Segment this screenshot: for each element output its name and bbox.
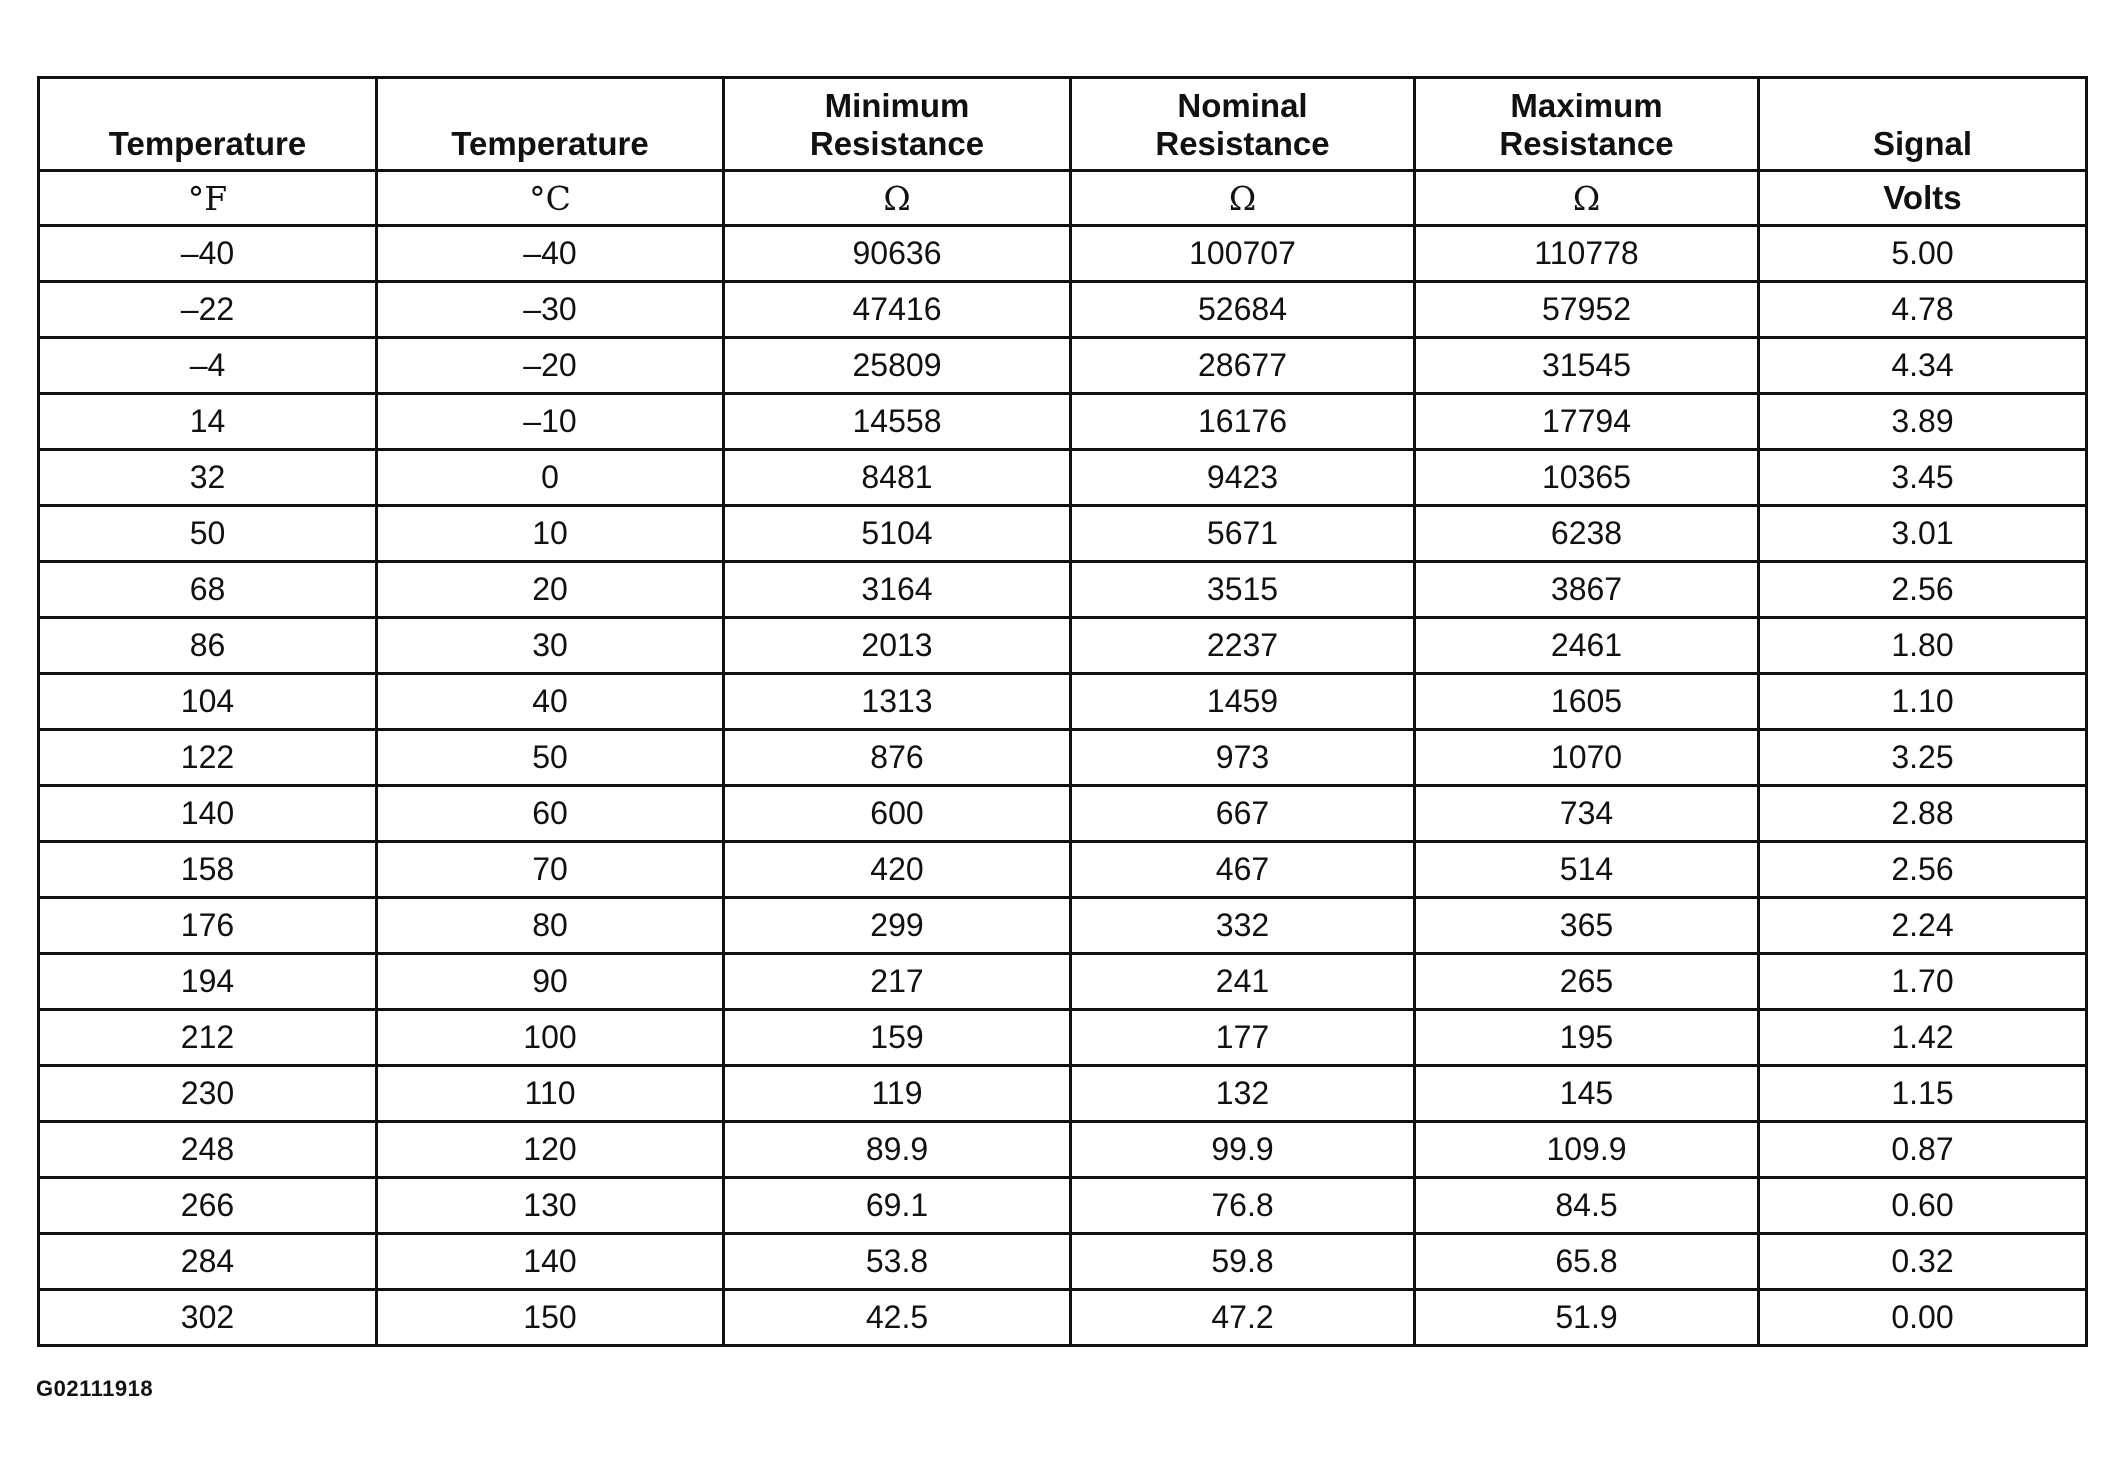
cell-temp-f: 212 — [39, 1010, 377, 1066]
cell-temp-c: 90 — [377, 954, 724, 1010]
cell-max-resistance: 514 — [1415, 842, 1759, 898]
column-header-row — [39, 78, 2087, 171]
cell-max-resistance: 3867 — [1415, 562, 1759, 618]
header-signal — [1759, 78, 2087, 171]
cell-nominal-resistance: 3515 — [1071, 562, 1415, 618]
cell-signal-volts: 2.56 — [1759, 562, 2087, 618]
cell-temp-c: 0 — [377, 450, 724, 506]
cell-temp-f: 248 — [39, 1122, 377, 1178]
cell-max-resistance: 84.5 — [1415, 1178, 1759, 1234]
cell-min-resistance: 159 — [724, 1010, 1071, 1066]
cell-nominal-resistance: 467 — [1071, 842, 1415, 898]
cell-signal-volts: 1.42 — [1759, 1010, 2087, 1066]
cell-nominal-resistance: 9423 — [1071, 450, 1415, 506]
cell-temp-c: 110 — [377, 1066, 724, 1122]
cell-min-resistance: 8481 — [724, 450, 1071, 506]
header-label: Temperature — [108, 125, 307, 162]
cell-nominal-resistance: 59.8 — [1071, 1234, 1415, 1290]
header-nominal-resistance — [1071, 78, 1415, 171]
cell-signal-volts: 4.34 — [1759, 338, 2087, 394]
cell-temp-c: 100 — [377, 1010, 724, 1066]
cell-nominal-resistance: 5671 — [1071, 506, 1415, 562]
table-body — [39, 226, 2087, 1346]
unit-ohm-nominal: Ω — [1071, 171, 1415, 226]
table-row — [39, 786, 2087, 842]
unit-ohm-max: Ω — [1415, 171, 1759, 226]
cell-nominal-resistance: 332 — [1071, 898, 1415, 954]
cell-nominal-resistance: 132 — [1071, 1066, 1415, 1122]
header-label-top: Minimum — [824, 87, 970, 124]
cell-max-resistance: 6238 — [1415, 506, 1759, 562]
table-row — [39, 394, 2087, 450]
cell-nominal-resistance: 99.9 — [1071, 1122, 1415, 1178]
cell-min-resistance: 119 — [724, 1066, 1071, 1122]
cell-min-resistance: 42.5 — [724, 1290, 1071, 1346]
table-row — [39, 506, 2087, 562]
cell-temp-c: 120 — [377, 1122, 724, 1178]
cell-temp-c: 20 — [377, 562, 724, 618]
table-row — [39, 954, 2087, 1010]
cell-nominal-resistance: 16176 — [1071, 394, 1415, 450]
cell-temp-c: 30 — [377, 618, 724, 674]
cell-min-resistance: 25809 — [724, 338, 1071, 394]
table-row — [39, 842, 2087, 898]
table-row — [39, 450, 2087, 506]
cell-temp-f: 158 — [39, 842, 377, 898]
cell-temp-c: 140 — [377, 1234, 724, 1290]
cell-max-resistance: 145 — [1415, 1066, 1759, 1122]
cell-temp-f: 230 — [39, 1066, 377, 1122]
table-row — [39, 1290, 2087, 1346]
cell-max-resistance: 2461 — [1415, 618, 1759, 674]
cell-temp-c: 80 — [377, 898, 724, 954]
cell-min-resistance: 420 — [724, 842, 1071, 898]
header-label-top: Maximum — [1510, 87, 1663, 124]
table-row — [39, 730, 2087, 786]
cell-min-resistance: 14558 — [724, 394, 1071, 450]
cell-temp-c: 50 — [377, 730, 724, 786]
cell-max-resistance: 17794 — [1415, 394, 1759, 450]
table-row — [39, 898, 2087, 954]
cell-nominal-resistance: 667 — [1071, 786, 1415, 842]
cell-signal-volts: 3.01 — [1759, 506, 2087, 562]
cell-temp-c: –20 — [377, 338, 724, 394]
table-row — [39, 282, 2087, 338]
cell-temp-f: –4 — [39, 338, 377, 394]
cell-max-resistance: 51.9 — [1415, 1290, 1759, 1346]
cell-max-resistance: 265 — [1415, 954, 1759, 1010]
cell-temp-f: 68 — [39, 562, 377, 618]
cell-signal-volts: 1.15 — [1759, 1066, 2087, 1122]
table-row — [39, 618, 2087, 674]
cell-temp-f: 266 — [39, 1178, 377, 1234]
figure-id: G02111918 — [36, 1376, 154, 1401]
cell-temp-f: 32 — [39, 450, 377, 506]
header-label: Signal — [1872, 125, 1973, 162]
unit-ohm-min: Ω — [724, 171, 1071, 226]
header-label: Resistance — [809, 125, 985, 162]
header-temperature-f — [39, 78, 377, 171]
table-row — [39, 338, 2087, 394]
cell-signal-volts: 5.00 — [1759, 226, 2087, 282]
cell-max-resistance: 195 — [1415, 1010, 1759, 1066]
resistance-chart — [37, 76, 2085, 1347]
cell-temp-f: –22 — [39, 282, 377, 338]
cell-temp-f: 86 — [39, 618, 377, 674]
cell-min-resistance: 299 — [724, 898, 1071, 954]
cell-signal-volts: 2.88 — [1759, 786, 2087, 842]
header-maximum-resistance — [1415, 78, 1759, 171]
cell-min-resistance: 89.9 — [724, 1122, 1071, 1178]
cell-max-resistance: 10365 — [1415, 450, 1759, 506]
header-label: Resistance — [1499, 125, 1674, 162]
cell-min-resistance: 217 — [724, 954, 1071, 1010]
cell-temp-c: –10 — [377, 394, 724, 450]
cell-signal-volts: 4.78 — [1759, 282, 2087, 338]
cell-signal-volts: 3.25 — [1759, 730, 2087, 786]
cell-temp-f: 194 — [39, 954, 377, 1010]
cell-signal-volts: 2.56 — [1759, 842, 2087, 898]
cell-min-resistance: 3164 — [724, 562, 1071, 618]
cell-nominal-resistance: 28677 — [1071, 338, 1415, 394]
cell-temp-f: 50 — [39, 506, 377, 562]
cell-temp-c: 70 — [377, 842, 724, 898]
cell-temp-c: 60 — [377, 786, 724, 842]
cell-min-resistance: 1313 — [724, 674, 1071, 730]
cell-signal-volts: 0.87 — [1759, 1122, 2087, 1178]
unit-row — [39, 171, 2087, 226]
header-minimum-resistance — [724, 78, 1071, 171]
cell-signal-volts: 3.89 — [1759, 394, 2087, 450]
cell-nominal-resistance: 1459 — [1071, 674, 1415, 730]
unit-celsius: °C — [377, 171, 724, 226]
header-label-top: Nominal — [1177, 87, 1308, 124]
cell-nominal-resistance: 52684 — [1071, 282, 1415, 338]
cell-max-resistance: 1605 — [1415, 674, 1759, 730]
cell-max-resistance: 110778 — [1415, 226, 1759, 282]
cell-max-resistance: 57952 — [1415, 282, 1759, 338]
table-row — [39, 1234, 2087, 1290]
cell-temp-c: 40 — [377, 674, 724, 730]
cell-temp-f: 176 — [39, 898, 377, 954]
cell-min-resistance: 53.8 — [724, 1234, 1071, 1290]
cell-temp-c: 150 — [377, 1290, 724, 1346]
cell-signal-volts: 1.10 — [1759, 674, 2087, 730]
header-temperature-c — [377, 78, 724, 171]
header-label: Temperature — [451, 125, 649, 162]
table-row — [39, 674, 2087, 730]
cell-signal-volts: 3.45 — [1759, 450, 2087, 506]
cell-nominal-resistance: 47.2 — [1071, 1290, 1415, 1346]
cell-signal-volts: 0.00 — [1759, 1290, 2087, 1346]
temperature-resistance-table — [37, 76, 2088, 1347]
cell-max-resistance: 734 — [1415, 786, 1759, 842]
cell-nominal-resistance: 76.8 — [1071, 1178, 1415, 1234]
cell-temp-f: 302 — [39, 1290, 377, 1346]
cell-signal-volts: 1.70 — [1759, 954, 2087, 1010]
cell-temp-c: 10 — [377, 506, 724, 562]
cell-min-resistance: 47416 — [724, 282, 1071, 338]
cell-min-resistance: 69.1 — [724, 1178, 1071, 1234]
cell-temp-c: 130 — [377, 1178, 724, 1234]
cell-signal-volts: 0.60 — [1759, 1178, 2087, 1234]
cell-temp-f: 140 — [39, 786, 377, 842]
cell-temp-f: 122 — [39, 730, 377, 786]
cell-nominal-resistance: 241 — [1071, 954, 1415, 1010]
table-row — [39, 1178, 2087, 1234]
cell-max-resistance: 65.8 — [1415, 1234, 1759, 1290]
cell-max-resistance: 365 — [1415, 898, 1759, 954]
table-row — [39, 562, 2087, 618]
cell-signal-volts: 1.80 — [1759, 618, 2087, 674]
cell-nominal-resistance: 2237 — [1071, 618, 1415, 674]
cell-nominal-resistance: 973 — [1071, 730, 1415, 786]
cell-temp-c: –40 — [377, 226, 724, 282]
table-row — [39, 1122, 2087, 1178]
header-label: Resistance — [1155, 125, 1330, 162]
cell-max-resistance: 1070 — [1415, 730, 1759, 786]
table-row — [39, 1066, 2087, 1122]
cell-max-resistance: 31545 — [1415, 338, 1759, 394]
table-row — [39, 1010, 2087, 1066]
cell-min-resistance: 5104 — [724, 506, 1071, 562]
cell-min-resistance: 2013 — [724, 618, 1071, 674]
cell-temp-f: 284 — [39, 1234, 377, 1290]
cell-min-resistance: 90636 — [724, 226, 1071, 282]
cell-temp-c: –30 — [377, 282, 724, 338]
cell-nominal-resistance: 177 — [1071, 1010, 1415, 1066]
cell-signal-volts: 0.32 — [1759, 1234, 2087, 1290]
cell-signal-volts: 2.24 — [1759, 898, 2087, 954]
cell-nominal-resistance: 100707 — [1071, 226, 1415, 282]
cell-temp-f: 14 — [39, 394, 377, 450]
table-row — [39, 226, 2087, 282]
cell-min-resistance: 876 — [724, 730, 1071, 786]
cell-temp-f: 104 — [39, 674, 377, 730]
cell-max-resistance: 109.9 — [1415, 1122, 1759, 1178]
unit-volts: Volts — [1759, 171, 2087, 226]
unit-fahrenheit: °F — [39, 171, 377, 226]
cell-min-resistance: 600 — [724, 786, 1071, 842]
cell-temp-f: –40 — [39, 226, 377, 282]
